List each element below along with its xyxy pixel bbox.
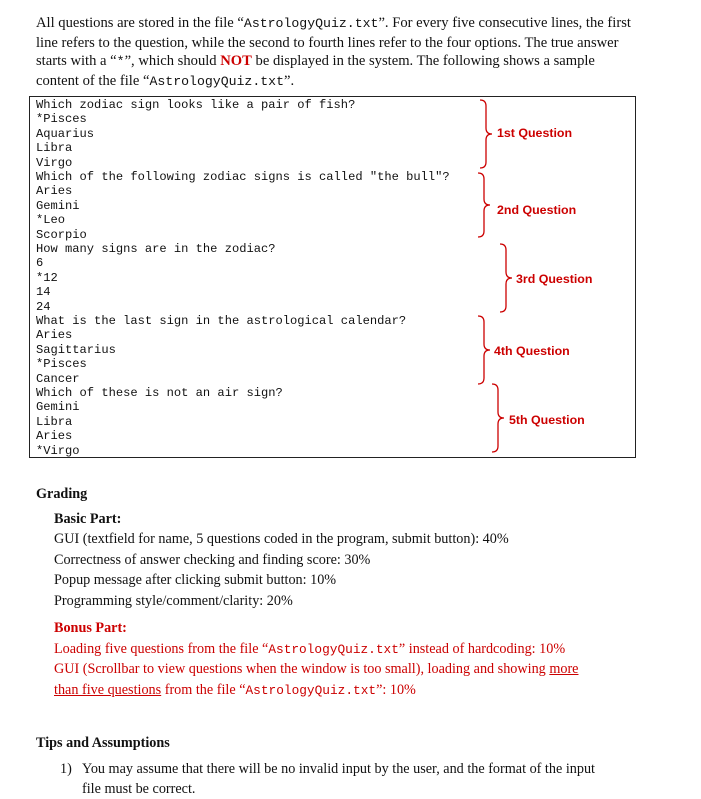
file-line: Aries [36,429,73,444]
filename: AstrologyQuiz.txt [268,642,399,657]
file-line: Aquarius [36,126,95,141]
file-line: *Leo [36,213,66,228]
file-line: Cancer [36,371,80,386]
file-line: Gemini [36,198,80,213]
file-line: *Pisces [36,357,87,372]
file-line: 6 [36,256,44,271]
file-line: Aries [36,184,73,199]
basic-item: Popup message after clicking submit button: 10% [54,572,337,588]
file-line: Scorpio [36,227,87,242]
file-line: Which of these is not an air sign? [36,386,283,400]
tip-item-line: You may assume that there will be no invalid input by the user, and the format of the input [82,761,595,777]
brace-3 [499,243,513,313]
tip-item-line: file must be correct. [82,781,196,797]
file-line: 24 [36,299,51,314]
filename: AstrologyQuiz.txt [243,16,379,31]
brace-5 [491,383,505,453]
label-2nd-question: 2nd Question [497,203,577,217]
file-line: Gemini [36,400,80,415]
intro-paragraph: All questions are stored in the file “AstrologyQuiz.txt”. For every five consecutive lines, the first line refers to the question, while the second to fourth lines refer to the four options. The true answer starts with a “*”, which should NOT be displayed in the system. The following shows a sample content of the file “AstrologyQuiz.txt”. [36,15,631,89]
file-line: What is the last sign in the astrological calendar? [36,314,407,328]
not-emphasis: NOT [220,53,252,70]
filename: AstrologyQuiz.txt [149,73,285,89]
bonus-part-title: Bonus Part: [54,620,127,636]
file-line: Libra [36,414,73,429]
file-line: Which of the following zodiac signs is called "the bull"? [36,170,450,184]
tip-number: 1) [60,761,72,777]
bonus-item-2: GUI (Scrollbar to view questions when the window is too small), loading and showing more [54,661,579,677]
file-line: *Pisces [36,112,87,127]
bonus-item-1: Loading five questions from the file “AstrologyQuiz.txt” instead of hardcoding: 10% [54,641,566,657]
file-line: *12 [36,270,58,285]
basic-part-title: Basic Part: [54,511,122,527]
basic-item: Correctness of answer checking and finding score: 30% [54,552,371,568]
tips-heading: Tips and Assumptions [36,735,170,751]
file-line: Aries [36,328,73,343]
label-4th-question: 4th Question [494,344,570,358]
file-line: Virgo [36,155,73,170]
grading-heading: Grading [36,486,88,502]
basic-item: GUI (textfield for name, 5 questions coded in the program, submit button): 40% [54,531,509,547]
label-5th-question: 5th Question [509,413,585,427]
file-line: Which zodiac sign looks like a pair of fish? [36,98,356,112]
brace-2 [477,172,491,238]
label-1st-question: 1st Question [497,126,573,140]
file-line: Sagittarius [36,342,116,357]
file-line: 14 [36,285,51,300]
filename: AstrologyQuiz.txt [245,683,377,698]
brace-4 [477,315,491,385]
bonus-item-2-cont: than five questions from the file “AstrologyQuiz.txt”: 10% [54,682,416,698]
label-3rd-question: 3rd Question [516,272,593,286]
basic-item: Programming style/comment/clarity: 20% [54,593,293,609]
file-line: Libra [36,141,73,156]
brace-1 [479,99,493,169]
file-line: How many signs are in the zodiac? [36,242,276,256]
file-line: *Virgo [36,443,80,458]
